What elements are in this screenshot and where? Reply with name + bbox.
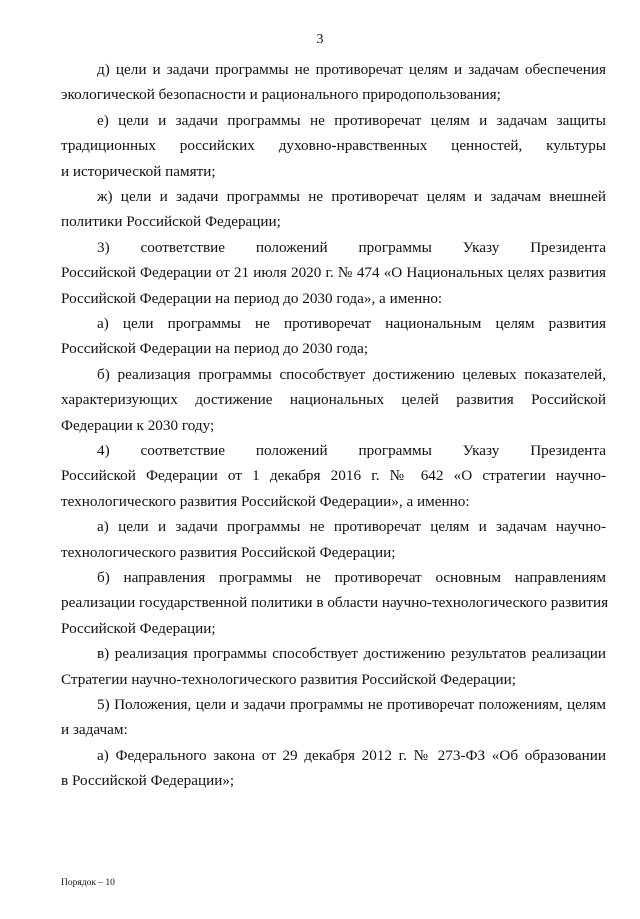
text-line: Федерации к 2030 году; bbox=[61, 416, 215, 434]
text-line: и задачам: bbox=[61, 721, 128, 739]
text-line: 4) соответствие положений программы Указу Президента bbox=[97, 442, 606, 459]
footer-code: Порядок – 10 bbox=[61, 878, 115, 888]
text-line: технологического развития Российской Федерации; bbox=[61, 543, 396, 561]
text-line: Российской Федерации на период до 2030 года; bbox=[61, 340, 369, 358]
text-line: традиционных российских духовно-нравственных ценностей, культуры bbox=[61, 137, 606, 155]
text-line: характеризующих достижение национальных целей развития Российской bbox=[61, 391, 606, 409]
text-line: 5) Положения, цели и задачи программы не противоречат положениям, целям bbox=[97, 696, 606, 713]
text-line: реализации государственной политики в области научно-технологического развития bbox=[61, 594, 609, 612]
text-line: 3) соответствие положений программы Указу Президента bbox=[97, 238, 606, 256]
text-line: в Российской Федерации»; bbox=[61, 772, 235, 790]
text-line: д) цели и задачи программы не противоречат целям и задачам обеспечения bbox=[97, 61, 606, 78]
text-line: Стратегии научно-технологического развития Российской Федерации; bbox=[61, 670, 516, 688]
text-line: ж) цели и задачи программы не противоречат целям и задачам внешней bbox=[97, 188, 606, 205]
text-line: технологического развития Российской Федерации», а именно: bbox=[61, 492, 470, 510]
text-line: б) реализация программы способствует достижению целевых показателей, bbox=[97, 365, 606, 383]
text-line: а) Федерального закона от 29 декабря 2012 г. № 273-ФЗ «Об образовании bbox=[97, 746, 606, 764]
text-line: и исторической памяти; bbox=[61, 162, 216, 180]
text-line: политики Российской Федерации; bbox=[61, 213, 281, 231]
text-line: экологической безопасности и рационального природопользования; bbox=[61, 86, 501, 104]
text-line: е) цели и задачи программы не противоречат целям и задачам защиты bbox=[97, 111, 606, 129]
text-line: в) реализация программы способствует достижению результатов реализации bbox=[97, 645, 606, 663]
text-line: Российской Федерации; bbox=[61, 619, 216, 637]
text-line: Российской Федерации от 1 декабря 2016 г. № 642 «О стратегии научно- bbox=[61, 467, 606, 485]
text-line: б) направления программы не противоречат основным направлениям bbox=[97, 569, 606, 586]
text-line: Российской Федерации от 21 июля 2020 г. № 474 «О Национальных целях развития bbox=[61, 264, 606, 282]
text-line: а) цели программы не противоречат национальным целям развития bbox=[97, 315, 606, 332]
text-line: Российской Федерации на период до 2030 года», а именно: bbox=[61, 289, 443, 307]
text-line: а) цели и задачи программы не противоречат целям и задачам научно- bbox=[97, 518, 606, 536]
page-number: 3 bbox=[316, 32, 324, 47]
